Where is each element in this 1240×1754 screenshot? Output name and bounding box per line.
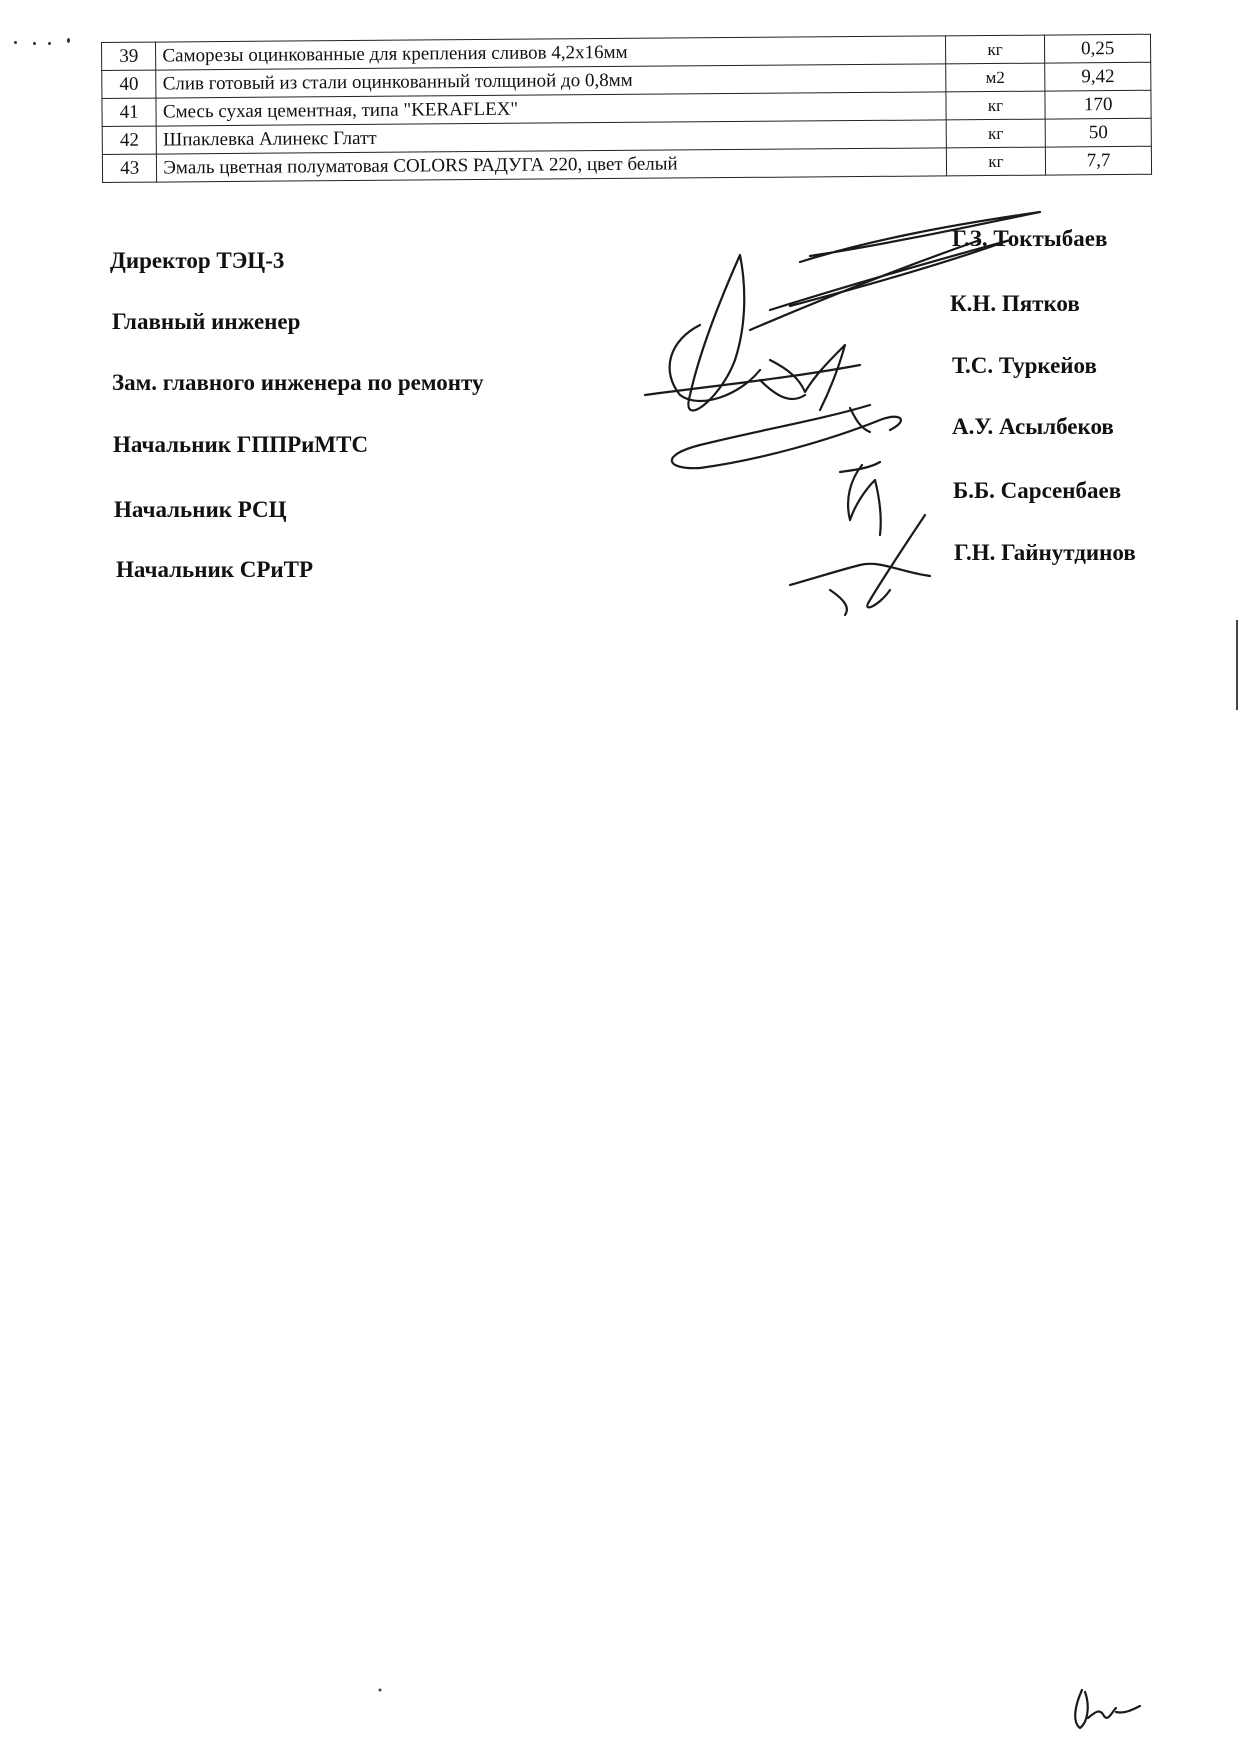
signatory-name: Т.С. Туркейов xyxy=(952,353,1097,378)
signature-stroke xyxy=(790,564,930,585)
scan-edge-mark xyxy=(1236,620,1238,710)
unit: м2 xyxy=(945,63,1045,92)
signatory-title: Зам. главного инженера по ремонту xyxy=(112,370,484,395)
signature-stroke xyxy=(1116,1706,1140,1713)
material-name: Шпаклевка Алинекс Глатт xyxy=(157,120,946,154)
signature-stroke xyxy=(760,380,805,399)
signatory-title: Директор ТЭЦ-3 xyxy=(110,248,285,273)
signature-stroke xyxy=(867,515,925,607)
signatory-name: Г.Н. Гайнутдинов xyxy=(954,540,1136,565)
quantity: 0,25 xyxy=(1045,34,1151,63)
unit: кг xyxy=(946,147,1046,176)
signatory-name: К.Н. Пятков xyxy=(950,291,1080,316)
quantity: 50 xyxy=(1045,118,1151,147)
signatory-name: Г.З. Токтыбаев xyxy=(952,226,1108,251)
signatory-title: Начальник СРиТР xyxy=(116,557,314,582)
signatory-title: Начальник РСЦ xyxy=(114,497,287,522)
unit: кг xyxy=(946,119,1046,148)
signature-stroke xyxy=(1075,1690,1088,1728)
row-number: 40 xyxy=(102,70,157,98)
row-number: 42 xyxy=(102,126,157,154)
material-name: Эмаль цветная полуматовая COLORS РАДУГА 220, цвет белый xyxy=(157,148,946,182)
signature-stroke xyxy=(672,405,901,468)
row-number: 43 xyxy=(102,154,157,182)
signatory-name: А.У. Асылбеков xyxy=(952,414,1114,439)
unit: кг xyxy=(945,35,1045,64)
signature-stroke xyxy=(830,590,847,615)
signature-stroke xyxy=(800,212,1040,262)
quantity: 7,7 xyxy=(1046,146,1152,175)
quantity: 170 xyxy=(1045,90,1151,119)
row-number: 39 xyxy=(102,42,157,70)
signatory-title: Главный инженер xyxy=(112,309,301,334)
signature-stroke xyxy=(1088,1708,1116,1718)
signature-stroke xyxy=(688,255,744,410)
signature-stroke xyxy=(770,240,1010,310)
scan-speck xyxy=(379,1689,382,1692)
quantity: 9,42 xyxy=(1045,62,1151,91)
material-name: Слив готовый из стали оцинкованный толщиной до 0,8мм xyxy=(156,64,945,98)
signatory-name: Б.Б. Сарсенбаев xyxy=(953,478,1122,503)
row-number: 41 xyxy=(102,98,157,126)
signature-stroke xyxy=(645,365,860,395)
signature-stroke xyxy=(848,465,881,535)
material-name: Смесь сухая цементная, типа "KERAFLEX" xyxy=(156,92,945,126)
unit: кг xyxy=(946,91,1046,120)
signatory-title: Начальник ГППРиМТС xyxy=(113,432,369,457)
material-name: Саморезы оцинкованные для крепления сливов 4,2х16мм xyxy=(156,36,945,70)
